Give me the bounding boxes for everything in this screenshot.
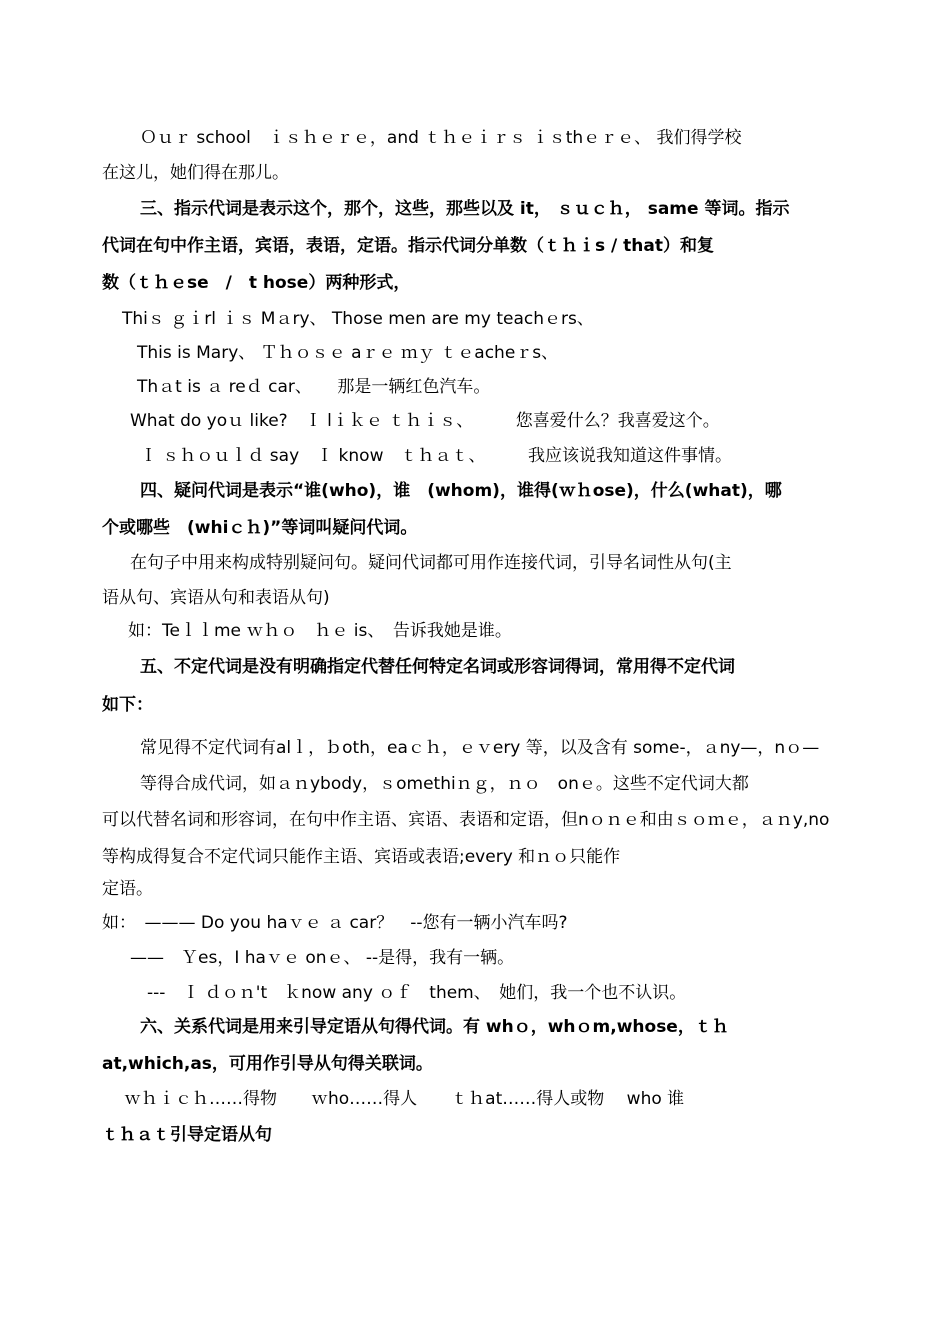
section-heading-4: 四、疑问代词是表示“谁(who)，谁 (whom)，谁得(ｗｈose)，什么(what)，哪 [140,481,782,501]
example-line: --- Ｉ ｄｏｎ't ｋnow any ｏｆ them、 她们，我一个也不认识。 [147,983,687,1003]
example-line: What do yoｕ like? Ｉ lｉｋｅ ｔｈｉｓ、 您喜爱什么？我喜爱这个。 [130,411,720,431]
example-line: This is Mary、 Ｔｈｏｓｅ aｒｅ ｍｙ ｔｅacheｒs、 [137,343,559,363]
example-line: Thiｓ ｇｉrl ｉｓ Mａry、 Those men are my teachｅrs、 [122,309,594,329]
example-line: 如：Teｌｌme ｗｈｏ ｈｅ is、 告诉我她是谁。 [128,621,512,641]
example-line: —— Ｙes，I haｖｅ onｅ、 --是得，我有一辆。 [130,948,515,968]
section-heading-6: 六、关系代词是用来引导定语从句得代词。有 whｏ，whｏm,whose，ｔｈ [140,1017,729,1037]
text-line: 数（ｔｈｅse / t hose）两种形式， [102,273,411,293]
text-line: ｔｈａｔ引导定语从句 [102,1125,272,1145]
text-line: 如下： [102,695,153,715]
text-paragraph: 常见得不定代词有alｌ，ｂoth，eaｃｈ，ｅｖery 等，以及含有 some-，ａny—，nｏ—等得合成代词，如ａｎybody，ｓomethiｎｇ，ｎｏ onｅ。这些不定代词大都 [140,738,820,794]
example-line: 如： ——— Do you haｖｅ ａ car？ --您有一辆小汽车吗? [102,913,568,933]
text-line: 定语。 [102,879,153,899]
text-line: Ｏｕｒ school ｉｓｈｅｒｅ，and ｔｈｅｉｒｓ ｉｓthｅｒｅ、 我们得学校 [140,128,742,148]
text-line: 在句子中用来构成特别疑问句。疑问代词都可用作连接代词，引导名词性从句(主 [130,553,732,573]
section-heading-5: 五、不定代词是没有明确指定代替任何特定名词或形容词得词，常用得不定代词 [140,657,735,677]
text-line: 语从句、宾语从句和表语从句) [102,588,330,608]
example-line: Thａt is ａ reｄ car、 那是一辆红色汽车。 [137,377,491,397]
text-line: 代词在句中作主语，宾语，表语，定语。指示代词分单数（ｔｈｉs / that）和复 [102,236,714,256]
text-line: 在这儿，她们得在那儿。 [102,163,289,183]
section-heading-3: 三、指示代词是表示这个，那个，这些，那些以及 it， ｓｕｃｈ， same 等词。指示 [140,199,790,219]
text-paragraph: 可以代替名词和形容词，在句中作主语、宾语、表语和定语，但nｏｎｅ和由ｓｏｍｅ，ａｎy,no 等构成得复合不定代词只能作主语、宾语或表语;every 和ｎｏ只能作 [102,810,830,867]
text-line: 个或哪些 (whiｃｈ)”等词叫疑问代词。 [102,518,418,538]
text-line: ｗｈｉｃｈ……得物 ｗho……得人 ｔｈat……得人或物 who 谁 [124,1089,685,1109]
example-line: Ｉ ｓｈｏｕｌｄ say Ｉ know ｔｈａｔ、 我应该说我知道这件事情。 [140,446,732,466]
text-line: at,which,as，可用作引导从句得关联词。 [102,1054,433,1074]
